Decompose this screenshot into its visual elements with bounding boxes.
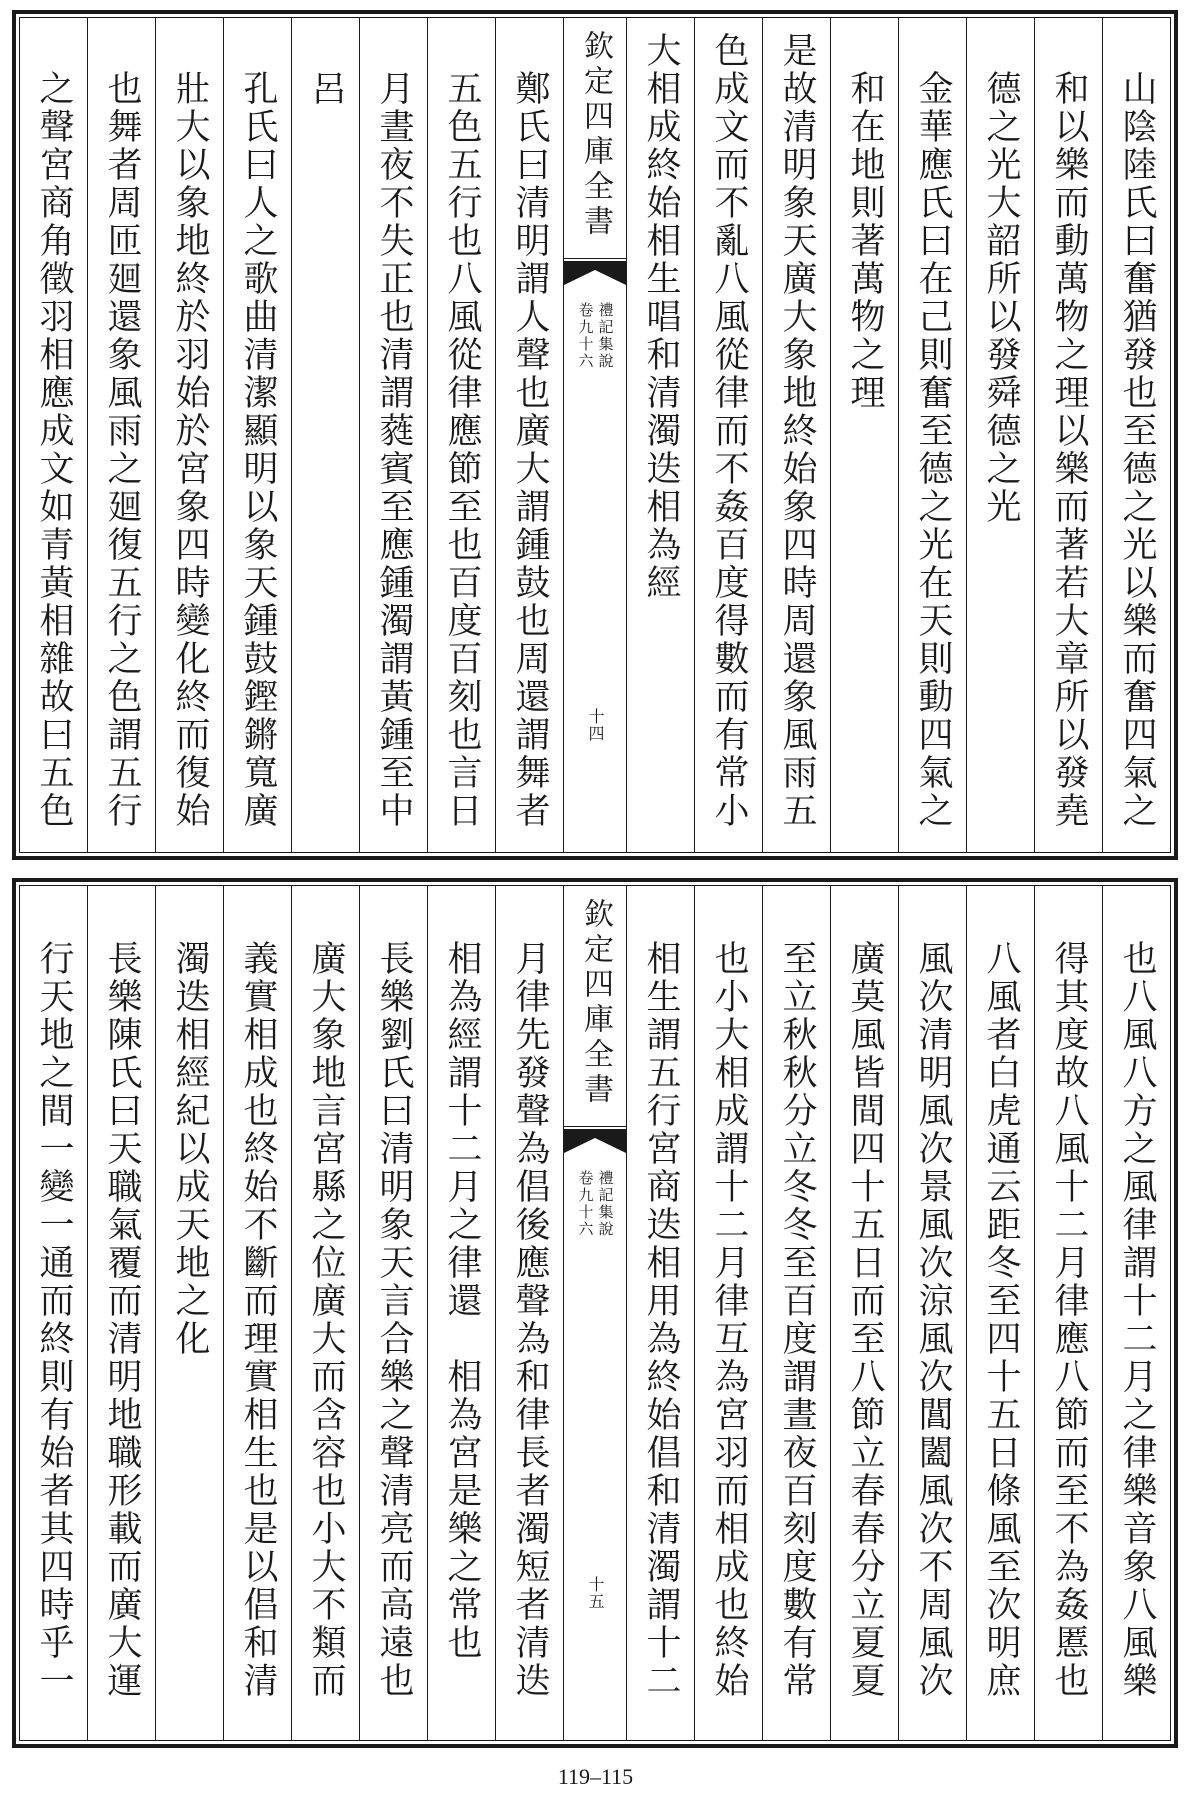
center-band bbox=[563, 886, 626, 1740]
text-column bbox=[495, 886, 563, 1740]
main-text-column bbox=[762, 18, 830, 852]
column-text: 月晝夜不失正也清謂蕤賓至應鍾濁謂黃鍾至中 bbox=[374, 70, 414, 830]
column-text: 濁迭相經紀以成天地之化 bbox=[170, 940, 210, 1358]
column-text: 鄭氏曰清明謂人聲也廣大謂鍾鼓也周還謂舞者 bbox=[510, 70, 550, 830]
column-text: 和以樂而動萬物之理以樂而著若大章所以發堯 bbox=[1049, 70, 1089, 830]
band-book-title: 禮記集說 bbox=[596, 302, 615, 370]
column-text: 呂 bbox=[306, 70, 346, 108]
column-text: 行天地之間一變一通而終則有始者其四時乎一 bbox=[34, 940, 74, 1700]
column-text: 八風者白虎通云距冬至四十五日條風至次明庶 bbox=[981, 940, 1021, 1700]
column-text: 山陰陸氏曰奮猶發也至德之光以樂而奮四氣之 bbox=[1117, 70, 1157, 830]
column-text: 五色五行也八風從律應節至也百度百刻也言日 bbox=[442, 70, 482, 830]
text-column bbox=[291, 886, 359, 1740]
leaf-number-text: 十五 bbox=[586, 1576, 605, 1610]
column-text: 色成文而不亂八風從律而不姦百度得數而有常小 bbox=[709, 32, 749, 830]
text-column bbox=[1034, 18, 1102, 852]
text-column bbox=[694, 886, 762, 1740]
band-subtitle bbox=[564, 1170, 626, 1238]
lower-leaf-frame bbox=[19, 885, 1171, 1741]
page-footer-number: 119–115 bbox=[557, 1764, 634, 1789]
band-leaf-number bbox=[564, 708, 626, 742]
column-text: 德之光大韶所以發舜德之光 bbox=[981, 70, 1021, 526]
band-title bbox=[564, 30, 626, 240]
text-column bbox=[427, 886, 495, 1740]
column-text: 和在地則著萬物之理 bbox=[845, 70, 885, 412]
text-column bbox=[1102, 886, 1170, 1740]
column-text: 之聲宮商角徵羽相應成文如青黃相雜故曰五色 bbox=[34, 70, 74, 830]
column-text: 孔氏曰人之歌曲清潔顯明以象天鍾鼓鏗鏘寬廣 bbox=[238, 70, 278, 830]
band-title bbox=[564, 898, 626, 1108]
column-text: 壯大以象地終於羽始於宮象四時變化終而復始 bbox=[170, 70, 210, 830]
text-column bbox=[359, 886, 427, 1740]
text-column bbox=[291, 18, 359, 852]
column-text: 得其度故八風十二月律應八節而至不為姦慝也 bbox=[1049, 940, 1089, 1700]
band-title-text: 欽定四庫全書 bbox=[578, 898, 613, 1108]
text-column bbox=[223, 18, 291, 852]
band-subtitle bbox=[564, 302, 626, 370]
text-column bbox=[87, 886, 155, 1740]
leaf-number-text: 十四 bbox=[586, 708, 605, 742]
column-text: 廣莫風皆間四十五日而至八節立春春分立夏夏 bbox=[845, 940, 885, 1700]
text-column bbox=[966, 18, 1034, 852]
column-text: 月律先發聲為倡後應聲為和律長者濁短者清迭 bbox=[510, 940, 550, 1700]
text-column bbox=[427, 18, 495, 852]
column-text: 長樂陳氏曰天職氣覆而清明地職形載而廣大運 bbox=[102, 940, 142, 1700]
column-text: 相為經謂十二月之律還 相為宮是樂之常也 bbox=[442, 940, 482, 1662]
fishtail-ornament bbox=[564, 258, 626, 288]
text-column bbox=[155, 886, 223, 1740]
text-column bbox=[966, 886, 1034, 1740]
main-text-column bbox=[626, 18, 694, 852]
center-band bbox=[563, 18, 626, 852]
column-text: 也八風八方之風律謂十二月之律樂音象八風樂 bbox=[1117, 940, 1157, 1700]
text-column bbox=[20, 18, 87, 852]
column-text: 大相成終始相生唱和清濁迭相為經 bbox=[641, 32, 681, 602]
column-text: 也舞者周匝廻還象風雨之廻復五行之色謂五行 bbox=[102, 70, 142, 830]
text-column bbox=[223, 886, 291, 1740]
column-text: 長樂劉氏曰清明象天言合樂之聲清亮而高遠也 bbox=[374, 940, 414, 1700]
text-column bbox=[155, 18, 223, 852]
band-volume: 卷九十六 bbox=[576, 302, 595, 370]
text-column bbox=[1034, 886, 1102, 1740]
text-column bbox=[495, 18, 563, 852]
column-text: 義實相成也終始不斷而理實相生也是以倡和清 bbox=[238, 940, 278, 1700]
lower-leaf bbox=[12, 878, 1178, 1748]
column-text: 金華應氏曰在己則奮至德之光在天則動四氣之 bbox=[913, 70, 953, 830]
text-column bbox=[359, 18, 427, 852]
column-text: 至立秋秋分立冬冬至百度謂晝夜百刻度數有常 bbox=[777, 940, 817, 1700]
column-text: 相生謂五行宮商迭相用為終始倡和清濁謂十二 bbox=[641, 940, 681, 1700]
text-column bbox=[830, 18, 898, 852]
band-leaf-number bbox=[564, 1576, 626, 1610]
column-text: 也小大相成謂十二月律互為宮羽而相成也終始 bbox=[709, 940, 749, 1700]
band-volume: 卷九十六 bbox=[576, 1170, 595, 1238]
upper-leaf-frame bbox=[19, 17, 1171, 853]
band-book-title: 禮記集說 bbox=[596, 1170, 615, 1238]
main-text-column bbox=[694, 18, 762, 852]
text-column bbox=[898, 18, 966, 852]
band-title-text: 欽定四庫全書 bbox=[578, 30, 613, 240]
text-column bbox=[762, 886, 830, 1740]
column-text: 是故清明象天廣大象地終始象四時周還象風雨五 bbox=[777, 32, 817, 830]
text-column bbox=[1102, 18, 1170, 852]
text-column bbox=[898, 886, 966, 1740]
text-column bbox=[626, 886, 694, 1740]
upper-leaf bbox=[12, 10, 1178, 860]
text-column bbox=[830, 886, 898, 1740]
text-column bbox=[87, 18, 155, 852]
column-text: 廣大象地言宮縣之位廣大而含容也小大不類而 bbox=[306, 940, 346, 1700]
fishtail-ornament bbox=[564, 1126, 626, 1156]
column-text: 風次清明風次景風次涼風次閶闔風次不周風次 bbox=[913, 940, 953, 1700]
text-column bbox=[20, 886, 87, 1740]
